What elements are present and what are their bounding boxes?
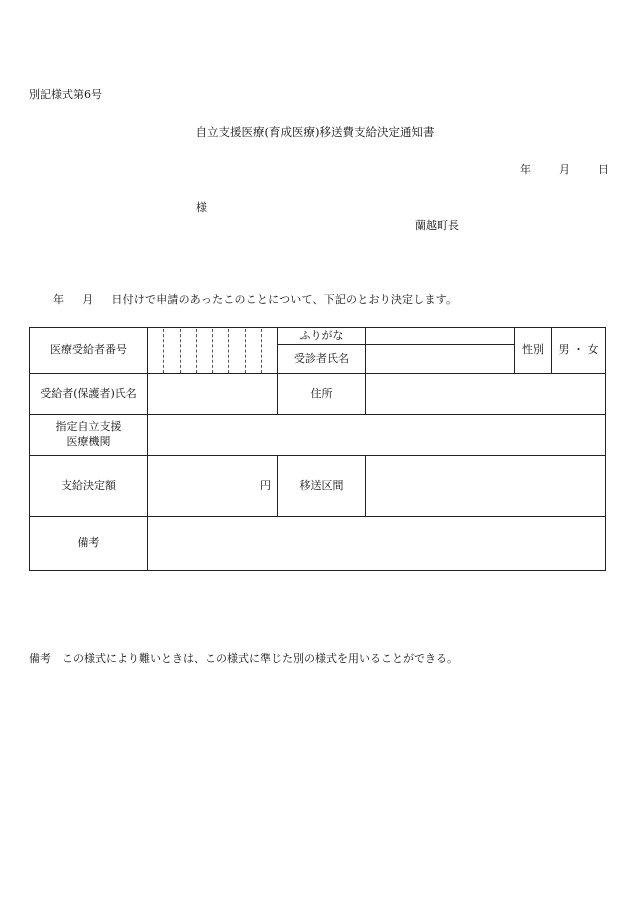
recipient-number-digits xyxy=(148,329,277,373)
form-number: 別記様式第6号 xyxy=(29,88,102,101)
recipient-number-label: 医療受給者番号 xyxy=(30,328,148,374)
issuer-name: 蘭越町長 xyxy=(415,219,459,232)
amount-field[interactable] xyxy=(148,456,278,517)
sex-label: 性別 xyxy=(515,328,552,374)
currency-unit: 円 xyxy=(260,478,271,492)
transport-section-label: 移送区間 xyxy=(278,456,366,517)
statement-month: 月 xyxy=(82,293,94,306)
issue-date xyxy=(520,161,609,177)
statement-year: 年 xyxy=(53,293,65,306)
sex-options[interactable]: 男 ・ 女 xyxy=(552,328,606,374)
address-label: 住所 xyxy=(278,374,366,415)
recipient-number-field[interactable] xyxy=(148,328,278,374)
document-title: 自立支援医療(育成医療)移送費支給決定通知書 xyxy=(195,125,435,139)
transport-section-field[interactable] xyxy=(366,456,606,517)
amount-label: 支給決定額 xyxy=(30,456,148,517)
guardian-name-label: 受給者(保護者)氏名 xyxy=(30,374,148,415)
patient-name-label: 受診者氏名 xyxy=(278,345,366,374)
patient-name-field[interactable] xyxy=(366,345,515,374)
institution-label-line1: 指定自立支援 xyxy=(55,420,122,434)
date-year: 年 xyxy=(520,163,531,176)
furigana-label: ふりがな xyxy=(278,328,366,345)
decision-form-table xyxy=(29,327,606,571)
date-month: 月 xyxy=(559,163,570,176)
footer-remarks: 備考 この様式により難いときは、この様式に準じた別の様式を用いることができる。 xyxy=(29,652,458,665)
date-day: 日 xyxy=(598,163,609,176)
notes-field[interactable] xyxy=(148,517,606,571)
recipient-suffix: 様 xyxy=(196,201,207,214)
address-field[interactable] xyxy=(366,374,606,415)
institution-label-line2: 医療機関 xyxy=(66,435,111,448)
institution-label xyxy=(30,415,148,456)
decision-statement xyxy=(53,291,457,307)
institution-field[interactable] xyxy=(148,415,606,456)
statement-text: 日付けで申請のあったこのことについて、下記のとおり決定します。 xyxy=(111,293,458,306)
notes-label: 備考 xyxy=(30,517,148,571)
furigana-field[interactable] xyxy=(366,328,515,345)
guardian-name-field[interactable] xyxy=(148,374,278,415)
